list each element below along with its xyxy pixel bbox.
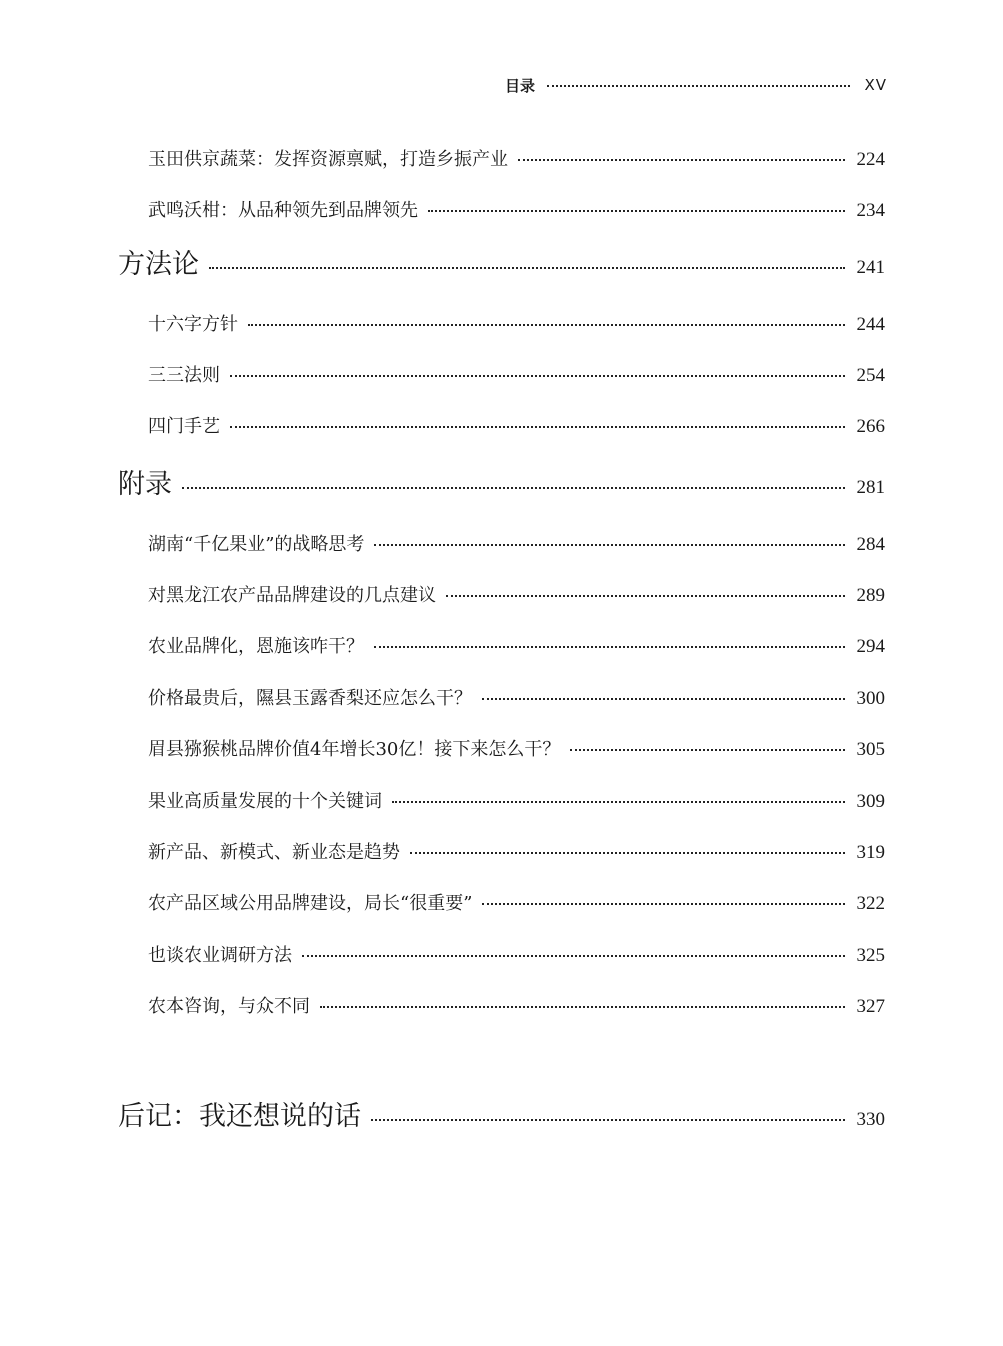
- toc-entry: [148, 684, 885, 712]
- leader-dots: [320, 1006, 845, 1008]
- leader-dots: [570, 749, 844, 751]
- toc-entry: [148, 412, 885, 440]
- toc-entry-page: 300: [856, 688, 885, 709]
- toc-entry-title: 农本咨询，与众不同: [148, 996, 310, 1017]
- toc-entry-page: 266: [856, 416, 885, 437]
- toc-entry-title: 也谈农业调研方法: [148, 945, 292, 966]
- toc-entry-page: 319: [856, 842, 885, 863]
- toc-entry: [148, 581, 885, 609]
- leader-dots: [248, 324, 845, 326]
- leader-dots: [230, 426, 845, 428]
- leader-dots: [446, 595, 845, 597]
- toc-entry-title: 四门手艺: [148, 416, 220, 437]
- leader-dots: [410, 852, 845, 854]
- running-header: [505, 72, 887, 98]
- leader-dots: [374, 544, 844, 546]
- toc-entry-page: 305: [856, 739, 885, 760]
- leader-dots: [547, 85, 850, 87]
- toc-entry-page: 254: [856, 365, 885, 386]
- leader-dots: [371, 1119, 845, 1121]
- toc-entry: [148, 941, 885, 969]
- toc-entry: [148, 196, 885, 224]
- leader-dots: [374, 646, 845, 648]
- toc-entry-title: 眉县猕猴桃品牌价值4年增长30亿！接下来怎么干？: [148, 739, 561, 760]
- toc-entry-title: 果业高质量发展的十个关键词: [148, 791, 382, 812]
- leader-dots: [182, 487, 845, 489]
- toc-part-page: 330: [856, 1109, 885, 1130]
- running-header-title: 目录: [505, 76, 536, 95]
- toc-entry-title: 农产品区域公用品牌建设，局长“很重要”: [148, 893, 473, 914]
- toc-entry: [148, 992, 885, 1020]
- toc-part: [118, 242, 885, 280]
- toc-entry-page: 234: [856, 200, 885, 221]
- toc-entry-title: 价格最贵后，隰县玉露香梨还应怎么干？: [148, 688, 472, 709]
- leader-dots: [482, 698, 845, 700]
- toc-entry-page: 309: [856, 791, 885, 812]
- toc-entry: [148, 530, 885, 558]
- toc-entry-title: 武鸣沃柑：从品种领先到品牌领先: [148, 200, 418, 221]
- page-number: XV: [864, 76, 887, 94]
- toc-part-title: 附录: [118, 469, 172, 500]
- toc-entry-title: 十六字方针: [148, 314, 238, 335]
- toc-entry: [148, 889, 885, 917]
- leader-dots: [518, 159, 845, 161]
- toc-entry-page: 244: [856, 314, 885, 335]
- toc-entry-page: 322: [856, 893, 885, 914]
- leader-dots: [302, 955, 845, 957]
- leader-dots: [482, 903, 844, 905]
- leader-dots: [428, 210, 845, 212]
- leader-dots: [392, 801, 845, 803]
- toc-entry: [148, 787, 885, 815]
- toc-part-page: 241: [856, 257, 885, 278]
- toc-part-page: 281: [856, 477, 885, 498]
- toc-entry-title: 农业品牌化，恩施该咋干？: [148, 636, 364, 657]
- leader-dots: [230, 375, 845, 377]
- toc-entry-page: 325: [856, 945, 885, 966]
- toc-entry: [148, 735, 885, 763]
- toc-part-title: 方法论: [118, 249, 199, 280]
- toc-part-title: 后记：我还想说的话: [118, 1101, 361, 1132]
- toc-entry: [148, 632, 885, 660]
- toc-entry-title: 玉田供京蔬菜：发挥资源禀赋，打造乡振产业: [148, 149, 508, 170]
- toc-entry-title: 对黑龙江农产品品牌建设的几点建议: [148, 585, 436, 606]
- toc-entry-title: 新产品、新模式、新业态是趋势: [148, 842, 400, 863]
- toc-entry: [148, 838, 885, 866]
- toc-entry-title: 三三法则: [148, 365, 220, 386]
- toc-part: [118, 462, 885, 500]
- toc-entry: [148, 310, 885, 338]
- toc-entry-page: 284: [856, 534, 885, 555]
- toc-entry-page: 289: [856, 585, 885, 606]
- leader-dots: [209, 267, 845, 269]
- toc-entry-title: 湖南“千亿果业”的战略思考: [148, 534, 365, 555]
- toc-entry-page: 224: [856, 149, 885, 170]
- toc-entry: [148, 145, 885, 173]
- toc-entry-page: 294: [856, 636, 885, 657]
- toc-entry: [148, 361, 885, 389]
- toc-entry-page: 327: [856, 996, 885, 1017]
- toc-part: [118, 1094, 885, 1132]
